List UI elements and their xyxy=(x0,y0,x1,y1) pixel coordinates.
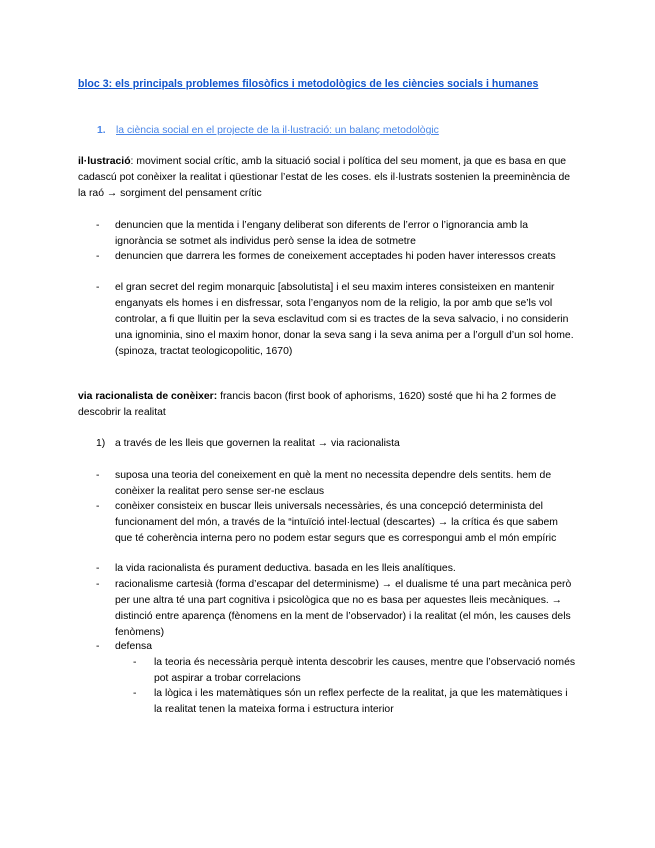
illustracio-term: il·lustració xyxy=(78,156,131,167)
illustracio-text: : moviment social crític, amb la situació social i política del seu moment, ja que es basa en que cadascú pot conèixer la realitat i qüestionar l’estat de les coses. els il·lustrats sostenien la preeminència de la raó → sorgiment del pensament crític xyxy=(78,156,571,199)
sub-bullet-dash: - xyxy=(133,688,137,699)
bullet-dash: - xyxy=(96,579,100,590)
bullet-dash: - xyxy=(96,641,100,652)
sub-bullet-dash: - xyxy=(133,657,137,668)
sub-list-item: la lògica i les matemàtiques són un reflex perfecte de la realitat, ja que les matemàtiques i la realitat tenen la mateixa forma i estructura interior xyxy=(154,688,568,715)
via-term: via racionalista de conèixer: xyxy=(78,391,218,402)
list-item: conèixer consisteix en buscar lleis universals necessàries, és una concepció determinista del funcionament del món, a través de la “intuïció intel·lectual (descartes) → la crítica és que sabem que té coherència interna pero no podem estar segurs que es correspongui amb el món empíric xyxy=(115,501,558,544)
page-title[interactable]: bloc 3: els principals problemes filosòfics i metodològics de les ciències socials i humanes xyxy=(78,78,539,90)
bullet-dash: - xyxy=(96,251,100,262)
list-item: denuncien que darrera les formes de coneixement acceptades hi poden haver interessos creats xyxy=(115,251,556,262)
list-item: suposa una teoria del coneixement en què la ment no necessita dependre dels sentits. hem de conèixer la realitat pero sense ser-ne esclaus xyxy=(115,470,552,497)
bullet-dash: - xyxy=(96,563,100,574)
via-paragraph xyxy=(78,389,578,421)
list-item: racionalisme cartesià (forma d’escapar del determinisme) → el dualisme té una part mecànica però per une altra té una part cognitiva i psicològica que no es basa per aquestes lleis mecàniques. → distinció entre aparença (fènomens en la ment de l’observador) i la realitat (el món, les causes dels fenòmens) xyxy=(115,579,572,638)
bullet-dash: - xyxy=(96,501,100,512)
list-item: denuncien que la mentida i l’engany deliberat son diferents de l’error o l’ignorancia amb la ignorància se sotmet als individus però sense la idea de sotmetre xyxy=(115,220,528,247)
bullet-dash: - xyxy=(96,470,100,481)
list-item: la vida racionalista és purament deductiva. basada en les lleis analítiques. xyxy=(115,563,456,574)
list-number: 1) xyxy=(96,438,106,449)
list-item: defensa xyxy=(115,641,152,652)
illustracio-paragraph xyxy=(78,154,578,202)
bullet-dash: - xyxy=(96,282,100,293)
section-number: 1. xyxy=(97,125,106,136)
bullet-dash: - xyxy=(96,220,100,231)
via-text: francis bacon (first book of aphorisms, 1620) sosté que hi ha 2 formes de descobrir la realitat xyxy=(78,391,557,418)
list-item: el gran secret del regim monarquic [absolutista] i el seu maxim interes consisteixen en mantenir enganyats els homes i en disfressar, sota l’enganyos nom de la religio, la por amb que se’ls vol controlar, a fi que lluitin per la seva esclavitud com si es tractes de la seva salvacio, i no considerin una ignominia, sino el maxim honor, donar la seva sang i la seva anima per a l’orgull d’un sol home. (spinoza, tractat teologicopolitic, 1670) xyxy=(115,282,574,357)
sub-list-item: la teoria és necessària perquè intenta descobrir les causes, mentre que l’observació només pot aspirar a trobar correlacions xyxy=(154,657,576,684)
section-heading[interactable]: la ciència social en el projecte de la il·lustració: un balanç metodològic xyxy=(116,125,439,136)
numbered-item: a través de les lleis que governen la realitat → via racionalista xyxy=(115,438,400,449)
